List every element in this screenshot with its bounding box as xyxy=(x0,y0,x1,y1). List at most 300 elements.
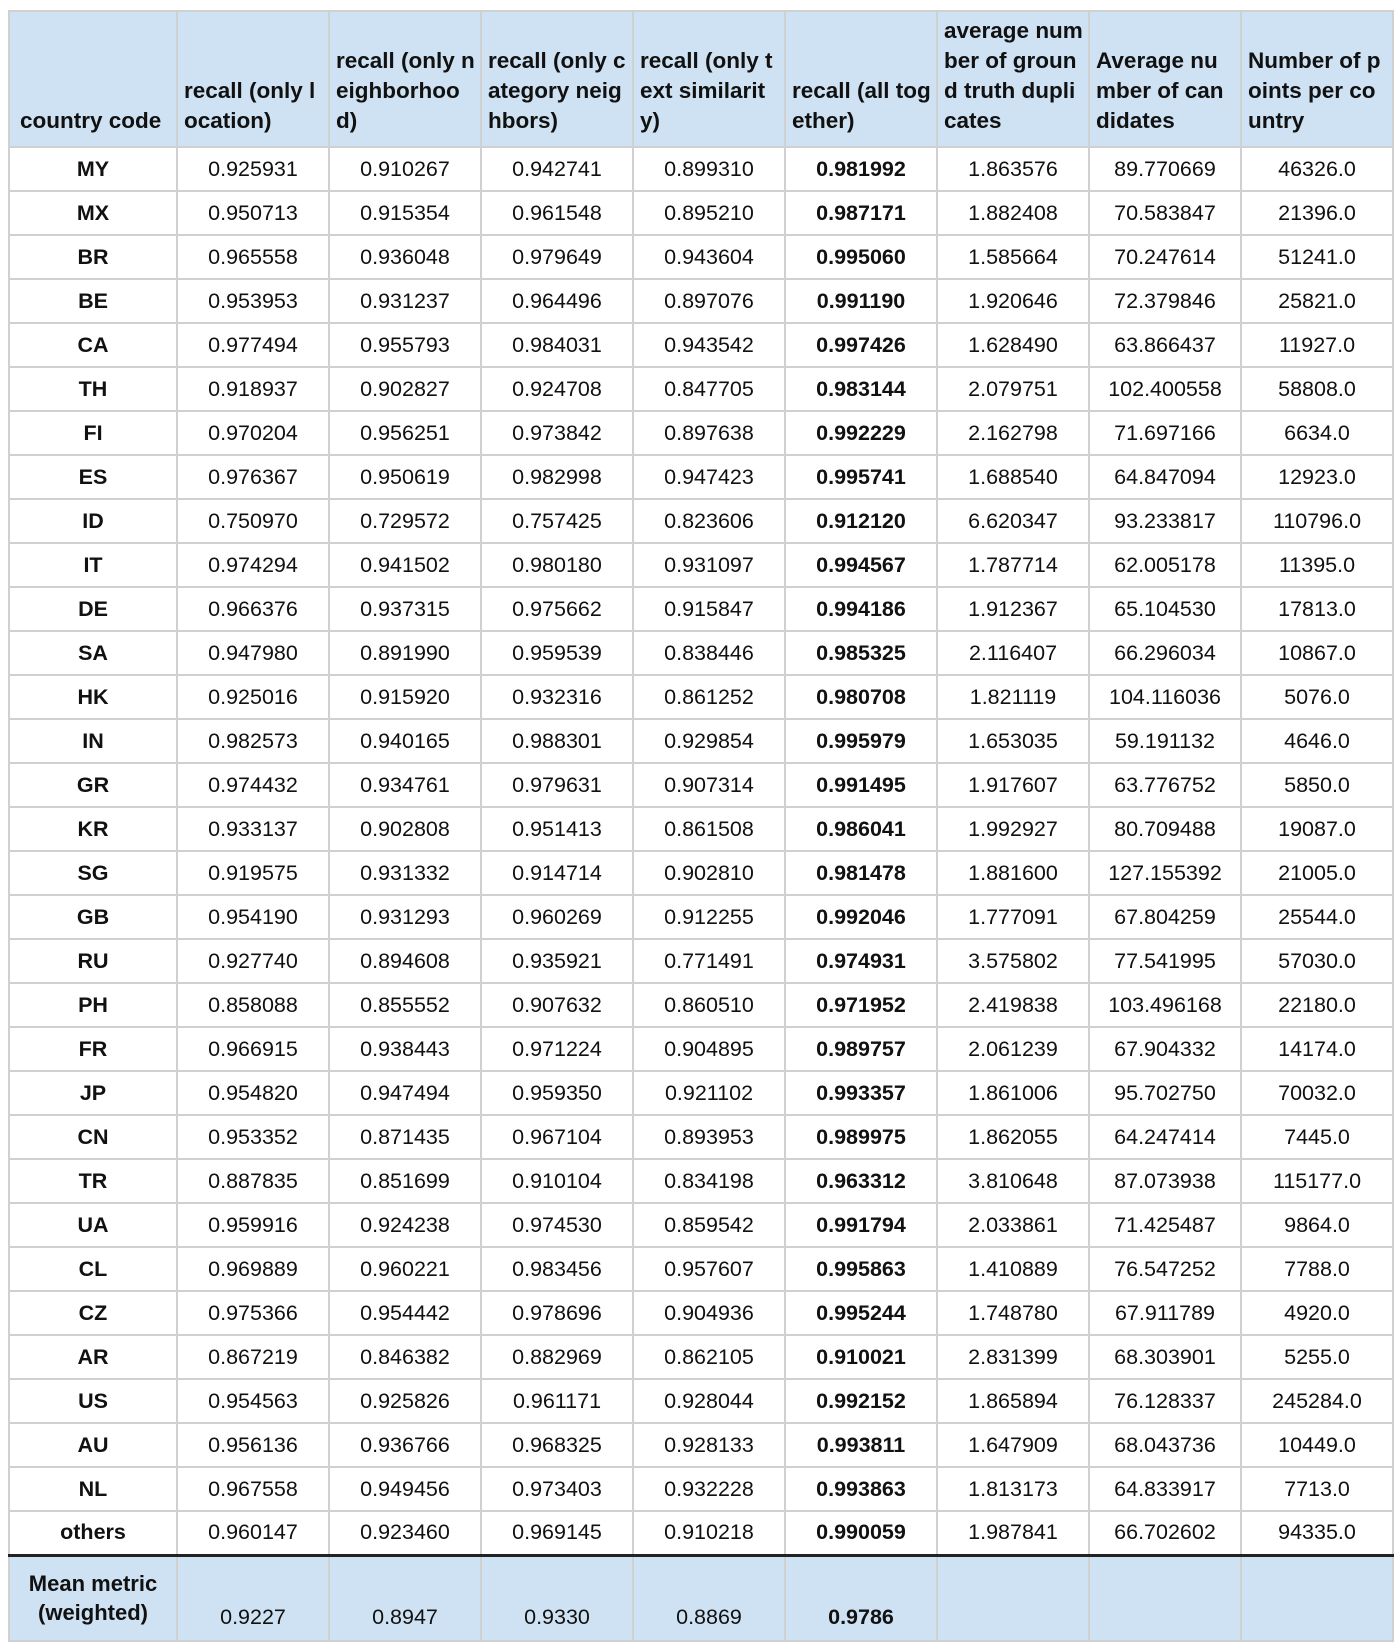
header-row xyxy=(9,11,1393,147)
avg-ground-truth-duplicates-cell: 1.748780 xyxy=(937,1291,1089,1335)
recall-all-together-cell: 0.993863 xyxy=(785,1467,937,1511)
recall-neighborhood-cell: 0.931237 xyxy=(329,279,481,323)
avg-candidates-cell: 76.128337 xyxy=(1089,1379,1241,1423)
recall-neighborhood-cell: 0.855552 xyxy=(329,983,481,1027)
recall-category-neighbors-cell: 0.961171 xyxy=(481,1379,633,1423)
country-code-cell: MY xyxy=(9,147,177,191)
mean-metric-row xyxy=(9,1555,1393,1641)
recall-text-similarity-cell: 0.771491 xyxy=(633,939,785,983)
recall-location-cell: 0.925016 xyxy=(177,675,329,719)
recall-text-similarity-cell: 0.838446 xyxy=(633,631,785,675)
table-row xyxy=(9,411,1393,455)
avg-ground-truth-duplicates-cell: 1.777091 xyxy=(937,895,1089,939)
recall-neighborhood-cell: 0.871435 xyxy=(329,1115,481,1159)
recall-metrics-table xyxy=(8,10,1394,1642)
points-per-country-cell: 25821.0 xyxy=(1241,279,1393,323)
recall-text-similarity-cell: 0.907314 xyxy=(633,763,785,807)
recall-all-together-cell: 0.983144 xyxy=(785,367,937,411)
table-row xyxy=(9,1115,1393,1159)
recall-neighborhood-cell: 0.934761 xyxy=(329,763,481,807)
recall-category-neighbors-cell: 0.973842 xyxy=(481,411,633,455)
recall-location-cell: 0.954563 xyxy=(177,1379,329,1423)
avg-candidates-cell: 72.379846 xyxy=(1089,279,1241,323)
table-container xyxy=(8,10,1392,1642)
country-code-cell: BR xyxy=(9,235,177,279)
recall-all-together-cell: 0.995863 xyxy=(785,1247,937,1291)
table-row xyxy=(9,235,1393,279)
recall-category-neighbors-cell: 0.932316 xyxy=(481,675,633,719)
points-per-country-cell: 14174.0 xyxy=(1241,1027,1393,1071)
mean-avg-candidates xyxy=(1089,1555,1241,1641)
avg-ground-truth-duplicates-cell: 1.917607 xyxy=(937,763,1089,807)
avg-ground-truth-duplicates-cell: 2.033861 xyxy=(937,1203,1089,1247)
avg-ground-truth-duplicates-cell: 3.810648 xyxy=(937,1159,1089,1203)
recall-category-neighbors-cell: 0.982998 xyxy=(481,455,633,499)
table-row xyxy=(9,851,1393,895)
points-per-country-cell: 115177.0 xyxy=(1241,1159,1393,1203)
table-row xyxy=(9,1467,1393,1511)
avg-candidates-cell: 80.709488 xyxy=(1089,807,1241,851)
avg-ground-truth-duplicates-cell: 1.821119 xyxy=(937,675,1089,719)
recall-text-similarity-cell: 0.847705 xyxy=(633,367,785,411)
avg-ground-truth-duplicates-cell: 1.653035 xyxy=(937,719,1089,763)
recall-location-cell: 0.976367 xyxy=(177,455,329,499)
country-code-cell: ID xyxy=(9,499,177,543)
header-recall-neighborhood: recall (only neighborhood) xyxy=(329,11,481,147)
country-code-cell: FR xyxy=(9,1027,177,1071)
recall-location-cell: 0.974294 xyxy=(177,543,329,587)
table-header xyxy=(9,11,1393,147)
avg-ground-truth-duplicates-cell: 6.620347 xyxy=(937,499,1089,543)
avg-ground-truth-duplicates-cell: 1.862055 xyxy=(937,1115,1089,1159)
recall-location-cell: 0.966376 xyxy=(177,587,329,631)
country-code-cell: SG xyxy=(9,851,177,895)
avg-candidates-cell: 71.697166 xyxy=(1089,411,1241,455)
points-per-country-cell: 12923.0 xyxy=(1241,455,1393,499)
recall-location-cell: 0.858088 xyxy=(177,983,329,1027)
avg-candidates-cell: 104.116036 xyxy=(1089,675,1241,719)
table-row xyxy=(9,1071,1393,1115)
recall-category-neighbors-cell: 0.964496 xyxy=(481,279,633,323)
recall-location-cell: 0.956136 xyxy=(177,1423,329,1467)
recall-location-cell: 0.974432 xyxy=(177,763,329,807)
avg-candidates-cell: 63.776752 xyxy=(1089,763,1241,807)
recall-all-together-cell: 0.995060 xyxy=(785,235,937,279)
table-row xyxy=(9,1203,1393,1247)
avg-ground-truth-duplicates-cell: 1.863576 xyxy=(937,147,1089,191)
avg-candidates-cell: 95.702750 xyxy=(1089,1071,1241,1115)
recall-category-neighbors-cell: 0.935921 xyxy=(481,939,633,983)
recall-location-cell: 0.887835 xyxy=(177,1159,329,1203)
avg-ground-truth-duplicates-cell: 1.987841 xyxy=(937,1511,1089,1555)
points-per-country-cell: 4646.0 xyxy=(1241,719,1393,763)
recall-neighborhood-cell: 0.891990 xyxy=(329,631,481,675)
avg-candidates-cell: 62.005178 xyxy=(1089,543,1241,587)
table-row xyxy=(9,1511,1393,1555)
recall-text-similarity-cell: 0.928044 xyxy=(633,1379,785,1423)
recall-all-together-cell: 0.995741 xyxy=(785,455,937,499)
recall-all-together-cell: 0.994186 xyxy=(785,587,937,631)
recall-neighborhood-cell: 0.931293 xyxy=(329,895,481,939)
country-code-cell: GR xyxy=(9,763,177,807)
table-row xyxy=(9,367,1393,411)
table-row xyxy=(9,719,1393,763)
country-code-cell: KR xyxy=(9,807,177,851)
recall-neighborhood-cell: 0.947494 xyxy=(329,1071,481,1115)
avg-candidates-cell: 67.804259 xyxy=(1089,895,1241,939)
table-row xyxy=(9,807,1393,851)
recall-text-similarity-cell: 0.904895 xyxy=(633,1027,785,1071)
table-body xyxy=(9,147,1393,1555)
mean-recall-category-neighbors: 0.9330 xyxy=(481,1555,633,1641)
recall-all-together-cell: 0.985325 xyxy=(785,631,937,675)
recall-neighborhood-cell: 0.949456 xyxy=(329,1467,481,1511)
recall-neighborhood-cell: 0.902808 xyxy=(329,807,481,851)
recall-category-neighbors-cell: 0.951413 xyxy=(481,807,633,851)
avg-candidates-cell: 70.583847 xyxy=(1089,191,1241,235)
recall-category-neighbors-cell: 0.980180 xyxy=(481,543,633,587)
recall-neighborhood-cell: 0.938443 xyxy=(329,1027,481,1071)
avg-candidates-cell: 76.547252 xyxy=(1089,1247,1241,1291)
country-code-cell: GB xyxy=(9,895,177,939)
mean-avg-ground-truth-duplicates xyxy=(937,1555,1089,1641)
avg-ground-truth-duplicates-cell: 3.575802 xyxy=(937,939,1089,983)
points-per-country-cell: 5076.0 xyxy=(1241,675,1393,719)
country-code-cell: NL xyxy=(9,1467,177,1511)
avg-ground-truth-duplicates-cell: 1.865894 xyxy=(937,1379,1089,1423)
recall-neighborhood-cell: 0.851699 xyxy=(329,1159,481,1203)
recall-all-together-cell: 0.987171 xyxy=(785,191,937,235)
recall-text-similarity-cell: 0.929854 xyxy=(633,719,785,763)
table-row xyxy=(9,543,1393,587)
points-per-country-cell: 9864.0 xyxy=(1241,1203,1393,1247)
points-per-country-cell: 10449.0 xyxy=(1241,1423,1393,1467)
recall-location-cell: 0.982573 xyxy=(177,719,329,763)
recall-text-similarity-cell: 0.943542 xyxy=(633,323,785,367)
recall-neighborhood-cell: 0.954442 xyxy=(329,1291,481,1335)
recall-location-cell: 0.953953 xyxy=(177,279,329,323)
recall-text-similarity-cell: 0.862105 xyxy=(633,1335,785,1379)
recall-neighborhood-cell: 0.846382 xyxy=(329,1335,481,1379)
recall-neighborhood-cell: 0.923460 xyxy=(329,1511,481,1555)
country-code-cell: BE xyxy=(9,279,177,323)
avg-candidates-cell: 68.043736 xyxy=(1089,1423,1241,1467)
avg-ground-truth-duplicates-cell: 2.116407 xyxy=(937,631,1089,675)
recall-location-cell: 0.927740 xyxy=(177,939,329,983)
avg-candidates-cell: 71.425487 xyxy=(1089,1203,1241,1247)
points-per-country-cell: 57030.0 xyxy=(1241,939,1393,983)
recall-text-similarity-cell: 0.861508 xyxy=(633,807,785,851)
avg-ground-truth-duplicates-cell: 2.061239 xyxy=(937,1027,1089,1071)
recall-text-similarity-cell: 0.897638 xyxy=(633,411,785,455)
recall-location-cell: 0.919575 xyxy=(177,851,329,895)
header-avg-ground-truth-duplicates: average number of ground truth duplicates xyxy=(937,11,1089,147)
recall-category-neighbors-cell: 0.959539 xyxy=(481,631,633,675)
recall-text-similarity-cell: 0.899310 xyxy=(633,147,785,191)
recall-neighborhood-cell: 0.729572 xyxy=(329,499,481,543)
avg-ground-truth-duplicates-cell: 1.882408 xyxy=(937,191,1089,235)
recall-neighborhood-cell: 0.925826 xyxy=(329,1379,481,1423)
recall-location-cell: 0.967558 xyxy=(177,1467,329,1511)
recall-neighborhood-cell: 0.950619 xyxy=(329,455,481,499)
table-row xyxy=(9,1291,1393,1335)
avg-candidates-cell: 89.770669 xyxy=(1089,147,1241,191)
table-row xyxy=(9,587,1393,631)
recall-text-similarity-cell: 0.859542 xyxy=(633,1203,785,1247)
avg-candidates-cell: 64.833917 xyxy=(1089,1467,1241,1511)
points-per-country-cell: 94335.0 xyxy=(1241,1511,1393,1555)
recall-category-neighbors-cell: 0.968325 xyxy=(481,1423,633,1467)
table-row xyxy=(9,1423,1393,1467)
recall-location-cell: 0.975366 xyxy=(177,1291,329,1335)
avg-ground-truth-duplicates-cell: 1.787714 xyxy=(937,543,1089,587)
recall-location-cell: 0.959916 xyxy=(177,1203,329,1247)
table-row xyxy=(9,631,1393,675)
avg-ground-truth-duplicates-cell: 1.647909 xyxy=(937,1423,1089,1467)
country-code-cell: ES xyxy=(9,455,177,499)
recall-text-similarity-cell: 0.912255 xyxy=(633,895,785,939)
points-per-country-cell: 22180.0 xyxy=(1241,983,1393,1027)
avg-candidates-cell: 102.400558 xyxy=(1089,367,1241,411)
table-row xyxy=(9,895,1393,939)
recall-all-together-cell: 0.991190 xyxy=(785,279,937,323)
country-code-cell: RU xyxy=(9,939,177,983)
country-code-cell: TR xyxy=(9,1159,177,1203)
points-per-country-cell: 46326.0 xyxy=(1241,147,1393,191)
avg-candidates-cell: 68.303901 xyxy=(1089,1335,1241,1379)
recall-neighborhood-cell: 0.941502 xyxy=(329,543,481,587)
points-per-country-cell: 7713.0 xyxy=(1241,1467,1393,1511)
recall-location-cell: 0.970204 xyxy=(177,411,329,455)
recall-neighborhood-cell: 0.936048 xyxy=(329,235,481,279)
avg-candidates-cell: 64.847094 xyxy=(1089,455,1241,499)
points-per-country-cell: 11395.0 xyxy=(1241,543,1393,587)
avg-ground-truth-duplicates-cell: 2.162798 xyxy=(937,411,1089,455)
points-per-country-cell: 19087.0 xyxy=(1241,807,1393,851)
recall-category-neighbors-cell: 0.983456 xyxy=(481,1247,633,1291)
points-per-country-cell: 58808.0 xyxy=(1241,367,1393,411)
table-row xyxy=(9,1335,1393,1379)
recall-category-neighbors-cell: 0.974530 xyxy=(481,1203,633,1247)
table-row xyxy=(9,323,1393,367)
recall-category-neighbors-cell: 0.924708 xyxy=(481,367,633,411)
avg-ground-truth-duplicates-cell: 2.079751 xyxy=(937,367,1089,411)
recall-all-together-cell: 0.981992 xyxy=(785,147,937,191)
table-row xyxy=(9,763,1393,807)
avg-candidates-cell: 64.247414 xyxy=(1089,1115,1241,1159)
country-code-cell: CN xyxy=(9,1115,177,1159)
recall-text-similarity-cell: 0.897076 xyxy=(633,279,785,323)
points-per-country-cell: 5255.0 xyxy=(1241,1335,1393,1379)
recall-category-neighbors-cell: 0.960269 xyxy=(481,895,633,939)
table-row xyxy=(9,675,1393,719)
recall-neighborhood-cell: 0.956251 xyxy=(329,411,481,455)
points-per-country-cell: 7445.0 xyxy=(1241,1115,1393,1159)
recall-all-together-cell: 0.980708 xyxy=(785,675,937,719)
country-code-cell: DE xyxy=(9,587,177,631)
table-row xyxy=(9,1379,1393,1423)
country-code-cell: AU xyxy=(9,1423,177,1467)
recall-location-cell: 0.953352 xyxy=(177,1115,329,1159)
points-per-country-cell: 6634.0 xyxy=(1241,411,1393,455)
recall-neighborhood-cell: 0.924238 xyxy=(329,1203,481,1247)
country-code-cell: CZ xyxy=(9,1291,177,1335)
avg-ground-truth-duplicates-cell: 1.628490 xyxy=(937,323,1089,367)
country-code-cell: others xyxy=(9,1511,177,1555)
points-per-country-cell: 11927.0 xyxy=(1241,323,1393,367)
country-code-cell: IN xyxy=(9,719,177,763)
points-per-country-cell: 7788.0 xyxy=(1241,1247,1393,1291)
header-avg-candidates: Average number of candidates xyxy=(1089,11,1241,147)
country-code-cell: PH xyxy=(9,983,177,1027)
avg-candidates-cell: 65.104530 xyxy=(1089,587,1241,631)
avg-ground-truth-duplicates-cell: 1.920646 xyxy=(937,279,1089,323)
recall-all-together-cell: 0.993811 xyxy=(785,1423,937,1467)
recall-neighborhood-cell: 0.955793 xyxy=(329,323,481,367)
recall-all-together-cell: 0.995979 xyxy=(785,719,937,763)
recall-category-neighbors-cell: 0.978696 xyxy=(481,1291,633,1335)
recall-all-together-cell: 0.992229 xyxy=(785,411,937,455)
recall-location-cell: 0.977494 xyxy=(177,323,329,367)
mean-recall-all-together: 0.9786 xyxy=(785,1555,937,1641)
header-recall-category-neighbors: recall (only category neighbors) xyxy=(481,11,633,147)
recall-location-cell: 0.925931 xyxy=(177,147,329,191)
recall-location-cell: 0.954820 xyxy=(177,1071,329,1115)
recall-text-similarity-cell: 0.895210 xyxy=(633,191,785,235)
points-per-country-cell: 21005.0 xyxy=(1241,851,1393,895)
avg-candidates-cell: 87.073938 xyxy=(1089,1159,1241,1203)
recall-location-cell: 0.960147 xyxy=(177,1511,329,1555)
recall-category-neighbors-cell: 0.988301 xyxy=(481,719,633,763)
recall-all-together-cell: 0.991495 xyxy=(785,763,937,807)
country-code-cell: FI xyxy=(9,411,177,455)
recall-category-neighbors-cell: 0.967104 xyxy=(481,1115,633,1159)
recall-location-cell: 0.918937 xyxy=(177,367,329,411)
country-code-cell: SA xyxy=(9,631,177,675)
recall-category-neighbors-cell: 0.961548 xyxy=(481,191,633,235)
recall-location-cell: 0.933137 xyxy=(177,807,329,851)
recall-all-together-cell: 0.997426 xyxy=(785,323,937,367)
avg-ground-truth-duplicates-cell: 1.688540 xyxy=(937,455,1089,499)
header-recall-all-together: recall (all together) xyxy=(785,11,937,147)
points-per-country-cell: 25544.0 xyxy=(1241,895,1393,939)
recall-text-similarity-cell: 0.957607 xyxy=(633,1247,785,1291)
recall-category-neighbors-cell: 0.942741 xyxy=(481,147,633,191)
recall-neighborhood-cell: 0.915354 xyxy=(329,191,481,235)
recall-all-together-cell: 0.963312 xyxy=(785,1159,937,1203)
recall-text-similarity-cell: 0.915847 xyxy=(633,587,785,631)
recall-text-similarity-cell: 0.902810 xyxy=(633,851,785,895)
country-code-cell: US xyxy=(9,1379,177,1423)
recall-neighborhood-cell: 0.960221 xyxy=(329,1247,481,1291)
table-row xyxy=(9,939,1393,983)
table-row xyxy=(9,499,1393,543)
recall-location-cell: 0.750970 xyxy=(177,499,329,543)
points-per-country-cell: 21396.0 xyxy=(1241,191,1393,235)
avg-ground-truth-duplicates-cell: 1.861006 xyxy=(937,1071,1089,1115)
country-code-cell: AR xyxy=(9,1335,177,1379)
recall-category-neighbors-cell: 0.973403 xyxy=(481,1467,633,1511)
recall-category-neighbors-cell: 0.907632 xyxy=(481,983,633,1027)
recall-all-together-cell: 0.990059 xyxy=(785,1511,937,1555)
recall-all-together-cell: 0.993357 xyxy=(785,1071,937,1115)
recall-category-neighbors-cell: 0.882969 xyxy=(481,1335,633,1379)
recall-text-similarity-cell: 0.943604 xyxy=(633,235,785,279)
avg-candidates-cell: 93.233817 xyxy=(1089,499,1241,543)
table-row xyxy=(9,455,1393,499)
recall-location-cell: 0.947980 xyxy=(177,631,329,675)
recall-neighborhood-cell: 0.931332 xyxy=(329,851,481,895)
avg-candidates-cell: 59.191132 xyxy=(1089,719,1241,763)
recall-location-cell: 0.965558 xyxy=(177,235,329,279)
table-row xyxy=(9,983,1393,1027)
recall-neighborhood-cell: 0.940165 xyxy=(329,719,481,763)
recall-category-neighbors-cell: 0.959350 xyxy=(481,1071,633,1115)
recall-category-neighbors-cell: 0.984031 xyxy=(481,323,633,367)
avg-candidates-cell: 70.247614 xyxy=(1089,235,1241,279)
avg-candidates-cell: 67.911789 xyxy=(1089,1291,1241,1335)
recall-text-similarity-cell: 0.834198 xyxy=(633,1159,785,1203)
recall-text-similarity-cell: 0.910218 xyxy=(633,1511,785,1555)
recall-text-similarity-cell: 0.931097 xyxy=(633,543,785,587)
recall-category-neighbors-cell: 0.914714 xyxy=(481,851,633,895)
avg-candidates-cell: 127.155392 xyxy=(1089,851,1241,895)
recall-all-together-cell: 0.989757 xyxy=(785,1027,937,1071)
table-row xyxy=(9,1159,1393,1203)
recall-location-cell: 0.969889 xyxy=(177,1247,329,1291)
recall-location-cell: 0.867219 xyxy=(177,1335,329,1379)
recall-neighborhood-cell: 0.936766 xyxy=(329,1423,481,1467)
recall-category-neighbors-cell: 0.979649 xyxy=(481,235,633,279)
mean-recall-neighborhood: 0.8947 xyxy=(329,1555,481,1641)
avg-ground-truth-duplicates-cell: 1.992927 xyxy=(937,807,1089,851)
recall-all-together-cell: 0.971952 xyxy=(785,983,937,1027)
recall-all-together-cell: 0.995244 xyxy=(785,1291,937,1335)
table-row xyxy=(9,279,1393,323)
recall-location-cell: 0.954190 xyxy=(177,895,329,939)
mean-recall-text-similarity: 0.8869 xyxy=(633,1555,785,1641)
avg-ground-truth-duplicates-cell: 1.410889 xyxy=(937,1247,1089,1291)
avg-candidates-cell: 77.541995 xyxy=(1089,939,1241,983)
table-row xyxy=(9,191,1393,235)
points-per-country-cell: 4920.0 xyxy=(1241,1291,1393,1335)
avg-candidates-cell: 63.866437 xyxy=(1089,323,1241,367)
recall-category-neighbors-cell: 0.979631 xyxy=(481,763,633,807)
recall-all-together-cell: 0.981478 xyxy=(785,851,937,895)
recall-category-neighbors-cell: 0.969145 xyxy=(481,1511,633,1555)
recall-text-similarity-cell: 0.893953 xyxy=(633,1115,785,1159)
avg-ground-truth-duplicates-cell: 1.881600 xyxy=(937,851,1089,895)
recall-text-similarity-cell: 0.932228 xyxy=(633,1467,785,1511)
recall-location-cell: 0.950713 xyxy=(177,191,329,235)
recall-all-together-cell: 0.991794 xyxy=(785,1203,937,1247)
recall-text-similarity-cell: 0.928133 xyxy=(633,1423,785,1467)
header-recall-location: recall (only location) xyxy=(177,11,329,147)
avg-ground-truth-duplicates-cell: 1.585664 xyxy=(937,235,1089,279)
country-code-cell: TH xyxy=(9,367,177,411)
table-footer xyxy=(9,1555,1393,1641)
recall-all-together-cell: 0.992152 xyxy=(785,1379,937,1423)
table-row xyxy=(9,147,1393,191)
recall-text-similarity-cell: 0.861252 xyxy=(633,675,785,719)
avg-candidates-cell: 66.296034 xyxy=(1089,631,1241,675)
recall-all-together-cell: 0.986041 xyxy=(785,807,937,851)
header-recall-text-similarity: recall (only text similarity) xyxy=(633,11,785,147)
country-code-cell: CA xyxy=(9,323,177,367)
recall-category-neighbors-cell: 0.975662 xyxy=(481,587,633,631)
recall-all-together-cell: 0.989975 xyxy=(785,1115,937,1159)
avg-candidates-cell: 66.702602 xyxy=(1089,1511,1241,1555)
